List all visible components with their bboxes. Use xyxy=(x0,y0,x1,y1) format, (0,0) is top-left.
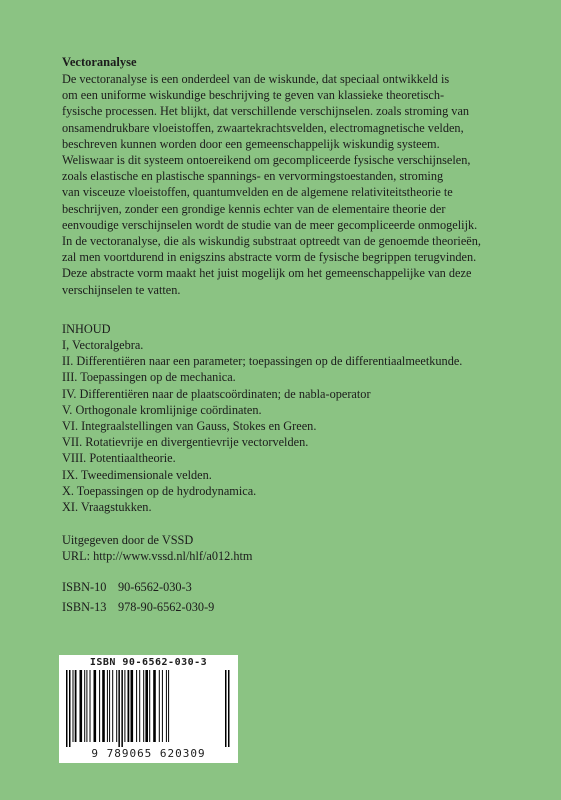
description-line: zal men voortdurend in enigszins abstracte vorm de fysische begrippen terugvinden. xyxy=(62,250,477,265)
barcode-bar xyxy=(136,670,137,742)
barcode-bar xyxy=(94,670,97,742)
isbn-info xyxy=(62,577,522,617)
barcode-bar xyxy=(102,670,105,742)
toc-item: VI. Integraalstellingen van Gauss, Stokes en Green. xyxy=(62,419,317,434)
toc-item: III. Toepassingen op de mechanica. xyxy=(62,370,236,385)
isbn-value: 978-90-6562-030-9 xyxy=(118,599,215,614)
barcode-bar xyxy=(139,670,140,742)
description-line: fysische processen. Het blijkt, dat verschillende verschijnselen. zoals stroming van xyxy=(62,104,470,119)
description-paragraph xyxy=(62,71,522,298)
toc-item: IX. Tweedimensionale velden. xyxy=(62,467,212,482)
isbn-10-row xyxy=(62,577,522,597)
barcode-bar xyxy=(75,670,77,742)
description-line: Weliswaar is dit systeem ontoereikend om gecompliceerde fysische verschijnselen, xyxy=(62,153,471,168)
description-line: onsamendrukbare vloeistoffen, zwaartekrachtsvelden, electromagnetische velden, xyxy=(62,120,464,135)
toc-item: IV. Differentiëren naar de plaatscoördinaten; de nabla-operator xyxy=(62,386,371,401)
isbn-label: ISBN-13 xyxy=(62,599,107,614)
description-line: om een uniforme wiskundige beschrijving te geven van klassieke theoretisch- xyxy=(62,88,445,103)
description-line: beschreven kunnen worden door een gemeenschappelijk wiskundig systeem. xyxy=(62,136,440,151)
barcode-bar xyxy=(90,670,91,742)
barcode-number: 9 789065 620309 xyxy=(59,747,238,760)
barcode-bar xyxy=(84,670,85,742)
toc-item: II. Differentiëren naar een parameter; toepassingen op de differentiaalmeetkunde. xyxy=(62,354,463,369)
barcode-bar xyxy=(73,670,74,742)
back-cover-text xyxy=(62,54,522,617)
barcode-bar xyxy=(86,670,87,742)
barcode-bar xyxy=(166,670,167,742)
isbn-13-row xyxy=(62,597,522,617)
barcode-bar xyxy=(118,670,120,748)
toc-item: I, Vectoralgebra. xyxy=(62,338,144,353)
description-line: In de vectoranalyse, die als wiskundig substraat optreedt van de genoemde theorieën, xyxy=(62,234,481,249)
table-of-contents xyxy=(62,337,522,515)
description-line: De vectoranalyse is een onderdeel van de wiskunde, dat speciaal ontwikkeld is xyxy=(62,72,450,86)
description-line: zoals elastische en plastische spannings- en vervormingstoestanden, stroming xyxy=(62,169,444,184)
barcode-bar xyxy=(131,670,134,742)
barcode-bar xyxy=(228,670,230,748)
description-line: Deze abstracte vorm maakt het juist mogelijk om het gemeenschappelijke van deze xyxy=(62,266,472,281)
barcode-bar xyxy=(80,670,83,742)
barcode-bar xyxy=(168,670,169,742)
toc-item: V. Orthogonale kromlijnige coördinaten. xyxy=(62,402,262,417)
publisher-line: Uitgegeven door de VSSD xyxy=(62,533,194,548)
barcode-bar xyxy=(149,670,150,742)
toc-item: VII. Rotatievrije en divergentievrije vectorvelden. xyxy=(62,435,309,450)
description-line: verschijnselen te vatten. xyxy=(62,282,181,297)
barcode-bar xyxy=(66,670,68,748)
barcode-bar xyxy=(99,670,100,742)
barcode-bars xyxy=(66,670,231,748)
toc-heading: INHOUD xyxy=(62,321,111,336)
toc-item: XI. Vraagstukken. xyxy=(62,500,152,515)
barcode-bar xyxy=(143,670,144,742)
barcode-bar xyxy=(128,670,130,742)
toc-item: VIII. Potentiaaltheorie. xyxy=(62,451,176,466)
barcode-bar xyxy=(109,670,110,742)
barcode-bar xyxy=(69,670,71,748)
barcode-bar xyxy=(116,670,117,742)
description-line: van visceuze vloeistoffen, quantumvelden en de algemene relativiteitstheorie te xyxy=(62,185,453,200)
description-line: eenvoudige verschijnselen wordt de studie van de meer gecompliceerde onmogelijk. xyxy=(62,217,478,232)
publisher-url: URL: http://www.vssd.nl/hlf/a012.htm xyxy=(62,549,253,564)
barcode-bar xyxy=(121,670,123,748)
barcode-bar xyxy=(107,670,108,742)
isbn-label: ISBN-10 xyxy=(62,579,107,594)
book-title: Vectoranalyse xyxy=(62,55,137,69)
barcode-bar xyxy=(159,670,160,742)
barcode-bar xyxy=(145,670,148,742)
toc-item: X. Toepassingen op de hydrodynamica. xyxy=(62,483,257,498)
barcode xyxy=(59,655,238,763)
barcode-bar xyxy=(225,670,227,748)
publisher-info xyxy=(62,532,522,564)
description-line: beschrijven, zonder een grondige kennis echter van de elementaire theorie der xyxy=(62,201,446,216)
barcode-bar xyxy=(162,670,163,742)
barcode-bar xyxy=(124,670,125,742)
barcode-bar xyxy=(112,670,113,742)
barcode-bar xyxy=(153,670,156,742)
isbn-value: 90-6562-030-3 xyxy=(118,579,192,594)
barcode-isbn-text: ISBN 90-6562-030-3 xyxy=(89,657,208,668)
